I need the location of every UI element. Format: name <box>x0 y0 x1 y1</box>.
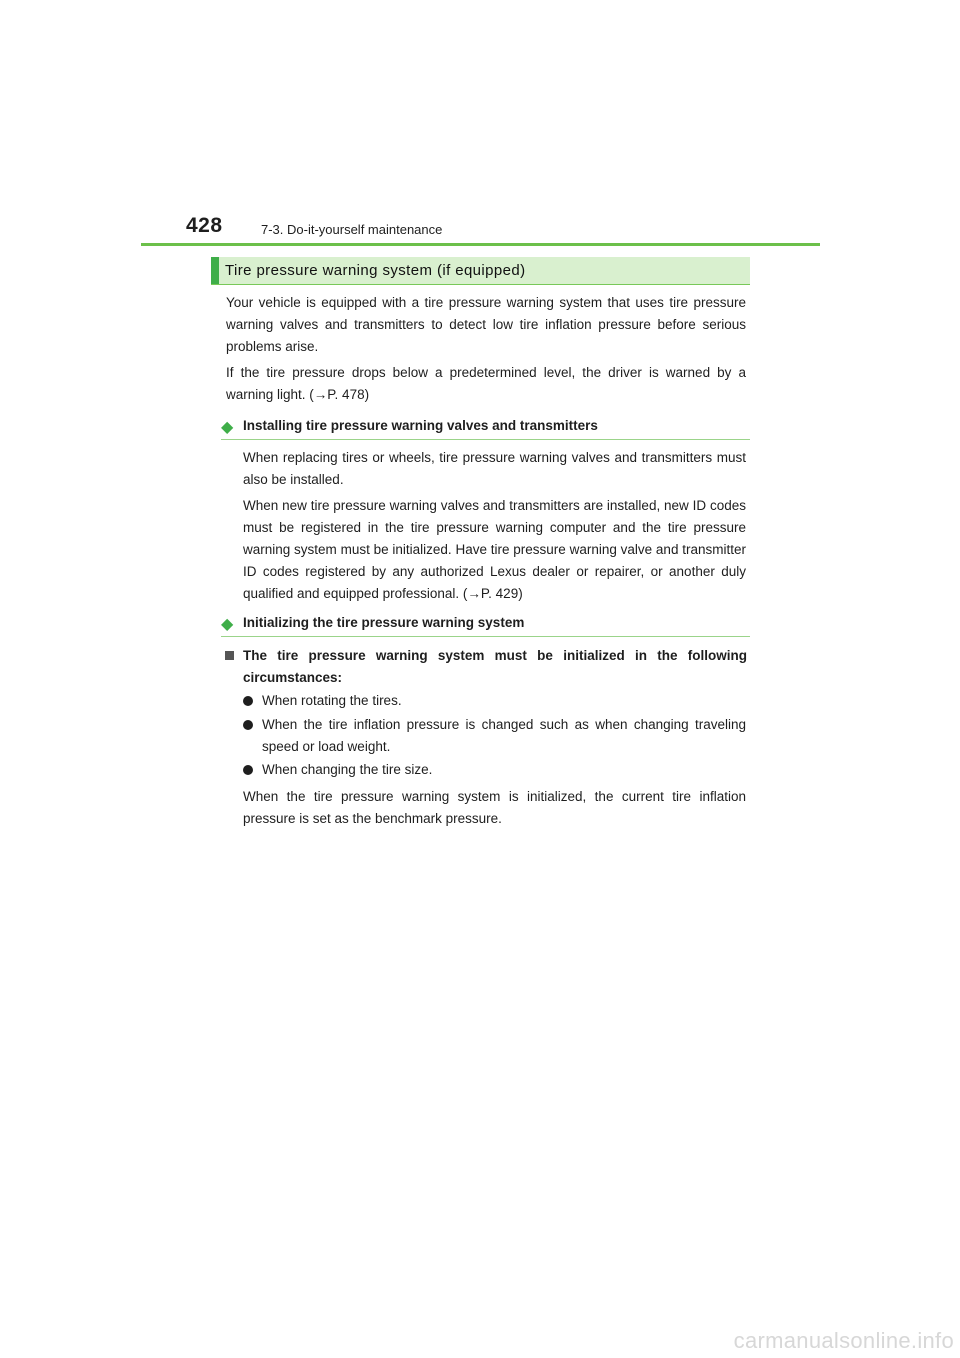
circumstances-heading-label: The tire pressure warning system must be initialized in the following circumstances: <box>243 648 747 685</box>
closing-paragraph: When the tire pressure warning system is initialized, the current tire inflation pressure is set as the benchmark pressure. <box>243 789 746 826</box>
page-number: 428 <box>186 214 223 237</box>
subheading-initializing <box>221 614 750 637</box>
installing-paragraph-2: When new tire pressure warning valves and transmitters are installed, new ID codes must be registered in the tire pressure warning computer and the tire pressure warning system must be initialized. Have tire pressure warning valve and transmitter ID codes registered by any authorized Lexus dealer or repairer, or another duly qualified and equipped professional. (→P. 429) <box>243 498 746 601</box>
square-bullet-icon <box>225 651 234 660</box>
subheading-initializing-label: Initializing the tire pressure warning system <box>243 615 525 630</box>
title-accent-bar <box>211 257 219 284</box>
list-item-text: When the tire inflation pressure is changed such as when changing traveling speed or load weight. <box>262 717 746 754</box>
bullet-dot-icon <box>243 765 253 775</box>
list-item-text: When rotating the tires. <box>262 693 402 708</box>
intro-paragraph-2: If the tire pressure drops below a predetermined level, the driver is warned by a warning light. (→P. 478) <box>226 365 746 402</box>
subheading-installing-label: Installing tire pressure warning valves and transmitters <box>243 418 598 433</box>
intro-paragraph-1: Your vehicle is equipped with a tire pressure warning system that uses tire pressure warning valves and transmitters to detect low tire inflation pressure before serious problems arise. <box>226 295 746 354</box>
diamond-icon: ◆ <box>221 616 234 633</box>
section-title-bar <box>211 257 750 285</box>
bullet-dot-icon <box>243 696 253 706</box>
list-item-text: When changing the tire size. <box>262 762 433 777</box>
installing-paragraph-1: When replacing tires or wheels, tire pressure warning valves and transmitters must also be installed. <box>243 450 746 487</box>
bullet-dot-icon <box>243 720 253 730</box>
diamond-icon: ◆ <box>221 419 234 436</box>
header-rule <box>141 243 820 246</box>
watermark: carmanualsonline.info <box>733 1328 954 1353</box>
section-label: 7-3. Do-it-yourself maintenance <box>261 222 443 237</box>
subheading-installing <box>221 417 750 440</box>
section-title: Tire pressure warning system (if equipped) <box>225 262 526 279</box>
